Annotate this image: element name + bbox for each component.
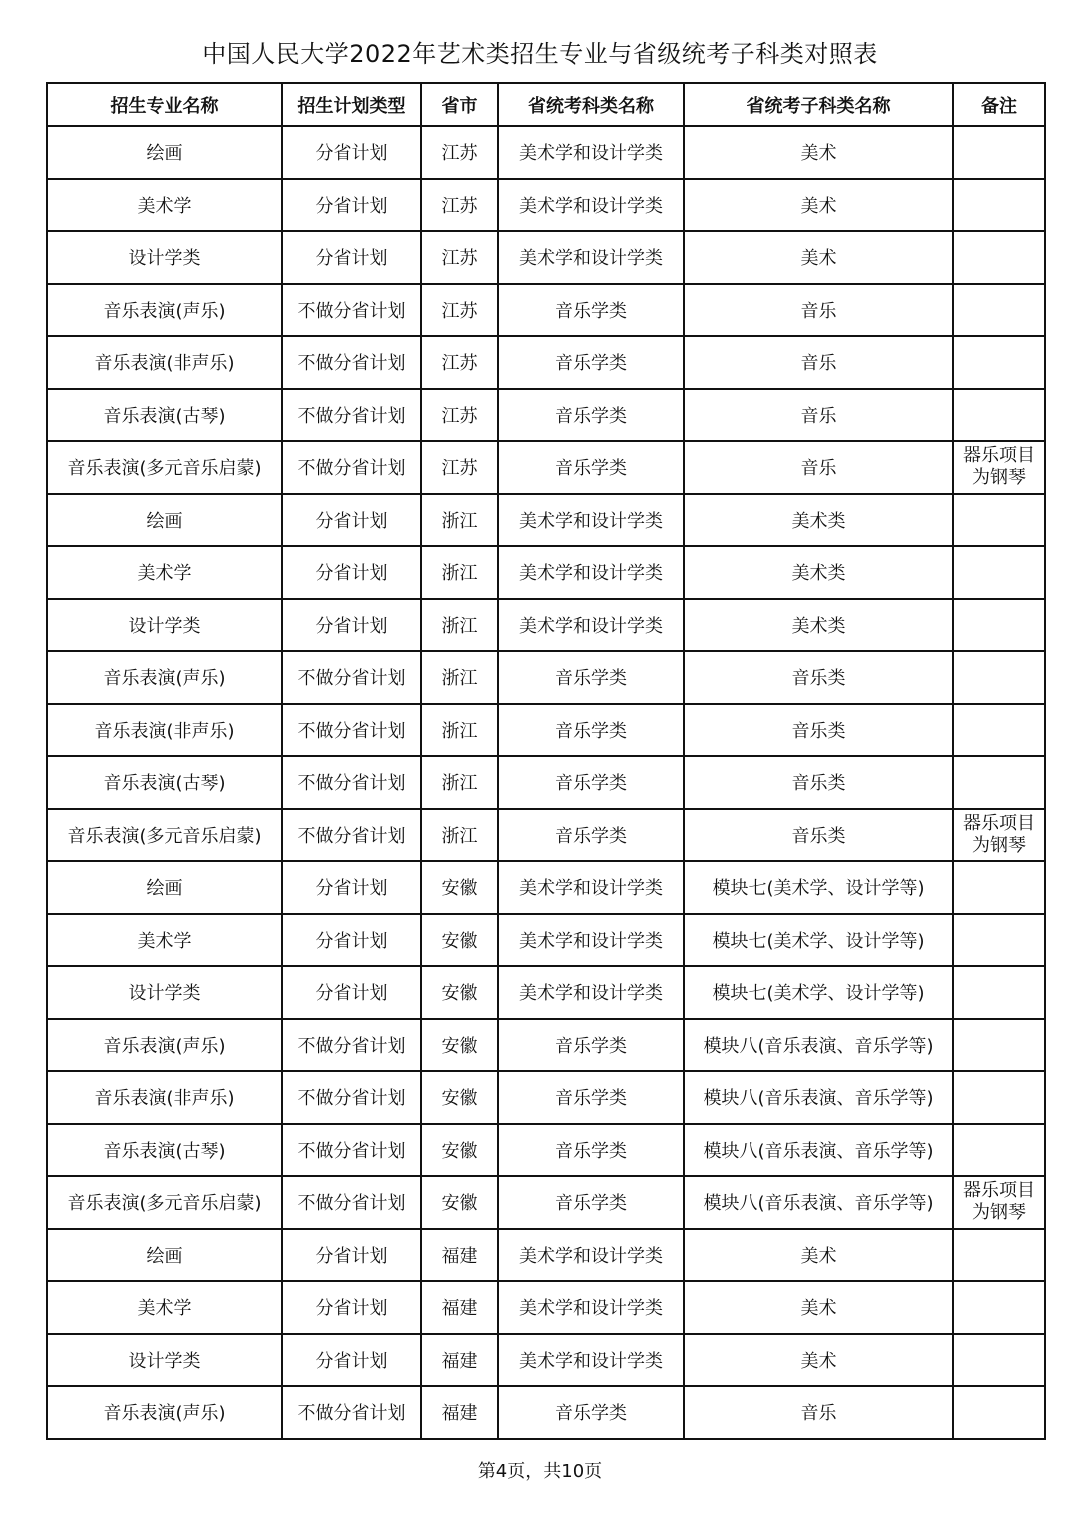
- cell-exam-category: 美术学和设计学类: [498, 1281, 684, 1334]
- cell-major-name: 美术学: [47, 914, 282, 967]
- cell-major-name: 设计学类: [47, 966, 282, 1019]
- header-major-name: 招生专业名称: [47, 83, 282, 126]
- cell-major-name: 绘画: [47, 494, 282, 547]
- cell-major-name: 设计学类: [47, 231, 282, 284]
- cell-remarks: [953, 914, 1045, 967]
- table-body: [47, 126, 1045, 1439]
- cell-province: 江苏: [421, 126, 498, 179]
- cell-plan-type: 分省计划: [282, 599, 421, 652]
- table-row: [47, 1281, 1045, 1334]
- cell-province: 江苏: [421, 284, 498, 337]
- cell-exam-subcategory: 美术类: [684, 546, 953, 599]
- cell-province: 浙江: [421, 599, 498, 652]
- cell-exam-category: 美术学和设计学类: [498, 914, 684, 967]
- cell-major-name: 音乐表演(声乐): [47, 651, 282, 704]
- cell-province: 安徽: [421, 914, 498, 967]
- cell-plan-type: 分省计划: [282, 861, 421, 914]
- cell-province: 安徽: [421, 1071, 498, 1124]
- cell-remarks: [953, 861, 1045, 914]
- cell-plan-type: 分省计划: [282, 1281, 421, 1334]
- cell-major-name: 绘画: [47, 126, 282, 179]
- cell-exam-category: 音乐学类: [498, 809, 684, 862]
- cell-province: 浙江: [421, 546, 498, 599]
- cell-plan-type: 分省计划: [282, 494, 421, 547]
- cell-province: 福建: [421, 1386, 498, 1439]
- cell-remarks: [953, 284, 1045, 337]
- cell-plan-type: 不做分省计划: [282, 1176, 421, 1229]
- cell-province: 安徽: [421, 861, 498, 914]
- cell-exam-subcategory: 音乐类: [684, 704, 953, 757]
- cell-province: 江苏: [421, 179, 498, 232]
- cell-plan-type: 分省计划: [282, 546, 421, 599]
- cell-exam-category: 美术学和设计学类: [498, 1229, 684, 1282]
- cell-plan-type: 分省计划: [282, 966, 421, 1019]
- cell-province: 安徽: [421, 966, 498, 1019]
- cell-plan-type: 不做分省计划: [282, 389, 421, 442]
- table-row: [47, 284, 1045, 337]
- cell-province: 浙江: [421, 704, 498, 757]
- cell-province: 安徽: [421, 1176, 498, 1229]
- cell-exam-category: 美术学和设计学类: [498, 231, 684, 284]
- cell-major-name: 音乐表演(古琴): [47, 1124, 282, 1177]
- header-exam-category: 省统考科类名称: [498, 83, 684, 126]
- cell-major-name: 音乐表演(非声乐): [47, 336, 282, 389]
- cell-exam-subcategory: 美术类: [684, 494, 953, 547]
- cell-remarks: [953, 546, 1045, 599]
- cell-exam-subcategory: 美术: [684, 1229, 953, 1282]
- cell-major-name: 美术学: [47, 1281, 282, 1334]
- cell-province: 浙江: [421, 651, 498, 704]
- table-row: [47, 179, 1045, 232]
- cell-plan-type: 不做分省计划: [282, 809, 421, 862]
- cell-exam-subcategory: 音乐: [684, 1386, 953, 1439]
- cell-remarks: [953, 599, 1045, 652]
- cell-exam-subcategory: 音乐: [684, 389, 953, 442]
- cell-province: 江苏: [421, 231, 498, 284]
- cell-plan-type: 不做分省计划: [282, 284, 421, 337]
- cell-exam-subcategory: 模块八(音乐表演、音乐学等): [684, 1019, 953, 1072]
- cell-plan-type: 不做分省计划: [282, 704, 421, 757]
- table-row: [47, 1019, 1045, 1072]
- cell-remarks: [953, 1281, 1045, 1334]
- table-row: [47, 1229, 1045, 1282]
- cell-major-name: 音乐表演(多元音乐启蒙): [47, 1176, 282, 1229]
- cell-plan-type: 不做分省计划: [282, 1019, 421, 1072]
- page-number: 第4页，共10页: [477, 1461, 603, 1482]
- cell-major-name: 音乐表演(古琴): [47, 389, 282, 442]
- cell-exam-category: 美术学和设计学类: [498, 1334, 684, 1387]
- cell-exam-subcategory: 音乐类: [684, 809, 953, 862]
- cell-remarks: [953, 179, 1045, 232]
- cell-plan-type: 不做分省计划: [282, 651, 421, 704]
- cell-exam-subcategory: 模块八(音乐表演、音乐学等): [684, 1071, 953, 1124]
- cell-province: 福建: [421, 1334, 498, 1387]
- cell-major-name: 音乐表演(多元音乐启蒙): [47, 809, 282, 862]
- table-row: [47, 704, 1045, 757]
- cell-major-name: 音乐表演(非声乐): [47, 1071, 282, 1124]
- table-row: [47, 546, 1045, 599]
- cell-province: 江苏: [421, 336, 498, 389]
- cell-remarks: 器乐项目为钢琴: [953, 441, 1045, 494]
- cell-exam-subcategory: 音乐: [684, 284, 953, 337]
- cell-plan-type: 分省计划: [282, 231, 421, 284]
- cell-plan-type: 不做分省计划: [282, 336, 421, 389]
- cell-remarks: [953, 231, 1045, 284]
- table-row: [47, 861, 1045, 914]
- cell-province: 浙江: [421, 494, 498, 547]
- cell-exam-category: 音乐学类: [498, 1176, 684, 1229]
- cell-remarks: [953, 704, 1045, 757]
- table-row: [47, 336, 1045, 389]
- table-row: [47, 126, 1045, 179]
- cell-exam-category: 美术学和设计学类: [498, 546, 684, 599]
- cell-province: 福建: [421, 1229, 498, 1282]
- table-row: [47, 914, 1045, 967]
- cell-exam-category: 音乐学类: [498, 389, 684, 442]
- cell-exam-subcategory: 音乐: [684, 336, 953, 389]
- table-row: [47, 756, 1045, 809]
- cell-province: 福建: [421, 1281, 498, 1334]
- cell-remarks: [953, 1071, 1045, 1124]
- table-row: [47, 1176, 1045, 1229]
- cell-remarks: [953, 1019, 1045, 1072]
- cell-exam-category: 音乐学类: [498, 1386, 684, 1439]
- cell-province: 浙江: [421, 756, 498, 809]
- cell-major-name: 绘画: [47, 1229, 282, 1282]
- cell-major-name: 音乐表演(声乐): [47, 284, 282, 337]
- table-row: [47, 1386, 1045, 1439]
- cell-exam-subcategory: 模块七(美术学、设计学等): [684, 914, 953, 967]
- cell-exam-category: 美术学和设计学类: [498, 861, 684, 914]
- table-row: [47, 231, 1045, 284]
- cell-exam-subcategory: 模块八(音乐表演、音乐学等): [684, 1176, 953, 1229]
- table-row: [47, 441, 1045, 494]
- cell-plan-type: 不做分省计划: [282, 1124, 421, 1177]
- cell-exam-category: 美术学和设计学类: [498, 179, 684, 232]
- cell-plan-type: 分省计划: [282, 126, 421, 179]
- table-row: [47, 651, 1045, 704]
- table-row: [47, 1071, 1045, 1124]
- cell-province: 安徽: [421, 1124, 498, 1177]
- cell-province: 安徽: [421, 1019, 498, 1072]
- cell-plan-type: 分省计划: [282, 914, 421, 967]
- cell-exam-subcategory: 模块八(音乐表演、音乐学等): [684, 1124, 953, 1177]
- cell-remarks: [953, 651, 1045, 704]
- cell-exam-subcategory: 美术: [684, 231, 953, 284]
- cell-remarks: [953, 494, 1045, 547]
- cell-major-name: 音乐表演(声乐): [47, 1019, 282, 1072]
- cell-major-name: 美术学: [47, 546, 282, 599]
- cell-exam-category: 美术学和设计学类: [498, 966, 684, 1019]
- cell-exam-category: 音乐学类: [498, 336, 684, 389]
- page-title: 中国人民大学2022年艺术类招生专业与省级统考子科类对照表: [202, 40, 878, 68]
- cell-plan-type: 不做分省计划: [282, 756, 421, 809]
- cell-exam-category: 美术学和设计学类: [498, 599, 684, 652]
- cell-exam-subcategory: 音乐类: [684, 651, 953, 704]
- cell-major-name: 设计学类: [47, 1334, 282, 1387]
- header-remarks: 备注: [953, 83, 1045, 126]
- cell-plan-type: 分省计划: [282, 1229, 421, 1282]
- cell-exam-category: 音乐学类: [498, 1071, 684, 1124]
- cell-remarks: [953, 126, 1045, 179]
- cell-exam-category: 音乐学类: [498, 1124, 684, 1177]
- cell-exam-subcategory: 美术类: [684, 599, 953, 652]
- cell-remarks: [953, 756, 1045, 809]
- cell-exam-category: 音乐学类: [498, 651, 684, 704]
- table-row: [47, 966, 1045, 1019]
- cell-exam-subcategory: 美术: [684, 1334, 953, 1387]
- cell-major-name: 美术学: [47, 179, 282, 232]
- header-exam-subcategory: 省统考子科类名称: [684, 83, 953, 126]
- cell-exam-category: 音乐学类: [498, 441, 684, 494]
- cell-exam-category: 美术学和设计学类: [498, 494, 684, 547]
- cell-remarks: [953, 1386, 1045, 1439]
- cell-remarks: 器乐项目为钢琴: [953, 809, 1045, 862]
- cell-major-name: 音乐表演(多元音乐启蒙): [47, 441, 282, 494]
- cell-remarks: 器乐项目为钢琴: [953, 1176, 1045, 1229]
- cell-exam-category: 音乐学类: [498, 704, 684, 757]
- table-row: [47, 599, 1045, 652]
- cell-remarks: [953, 1334, 1045, 1387]
- cell-exam-subcategory: 美术: [684, 1281, 953, 1334]
- cell-exam-subcategory: 美术: [684, 126, 953, 179]
- cell-plan-type: 分省计划: [282, 179, 421, 232]
- cell-exam-subcategory: 音乐类: [684, 756, 953, 809]
- cell-remarks: [953, 336, 1045, 389]
- cell-province: 江苏: [421, 441, 498, 494]
- table-row: [47, 1124, 1045, 1177]
- cell-major-name: 绘画: [47, 861, 282, 914]
- table-row: [47, 1334, 1045, 1387]
- cell-plan-type: 分省计划: [282, 1334, 421, 1387]
- table-row: [47, 494, 1045, 547]
- cell-province: 浙江: [421, 809, 498, 862]
- cell-major-name: 音乐表演(非声乐): [47, 704, 282, 757]
- cell-exam-subcategory: 模块七(美术学、设计学等): [684, 861, 953, 914]
- cell-plan-type: 不做分省计划: [282, 441, 421, 494]
- table-row: [47, 809, 1045, 862]
- cell-exam-subcategory: 美术: [684, 179, 953, 232]
- cell-remarks: [953, 1229, 1045, 1282]
- cell-major-name: 音乐表演(声乐): [47, 1386, 282, 1439]
- cell-exam-category: 美术学和设计学类: [498, 126, 684, 179]
- header-province: 省市: [421, 83, 498, 126]
- table-header-row: [47, 83, 1045, 126]
- cell-exam-subcategory: 音乐: [684, 441, 953, 494]
- header-plan-type: 招生计划类型: [282, 83, 421, 126]
- cell-major-name: 音乐表演(古琴): [47, 756, 282, 809]
- cell-exam-subcategory: 模块七(美术学、设计学等): [684, 966, 953, 1019]
- cell-plan-type: 不做分省计划: [282, 1071, 421, 1124]
- cell-remarks: [953, 1124, 1045, 1177]
- cell-province: 江苏: [421, 389, 498, 442]
- cell-plan-type: 不做分省计划: [282, 1386, 421, 1439]
- cell-exam-category: 音乐学类: [498, 1019, 684, 1072]
- cell-remarks: [953, 966, 1045, 1019]
- cell-major-name: 设计学类: [47, 599, 282, 652]
- table-row: [47, 389, 1045, 442]
- cell-exam-category: 音乐学类: [498, 756, 684, 809]
- comparison-table: [46, 82, 1046, 1440]
- cell-exam-category: 音乐学类: [498, 284, 684, 337]
- cell-remarks: [953, 389, 1045, 442]
